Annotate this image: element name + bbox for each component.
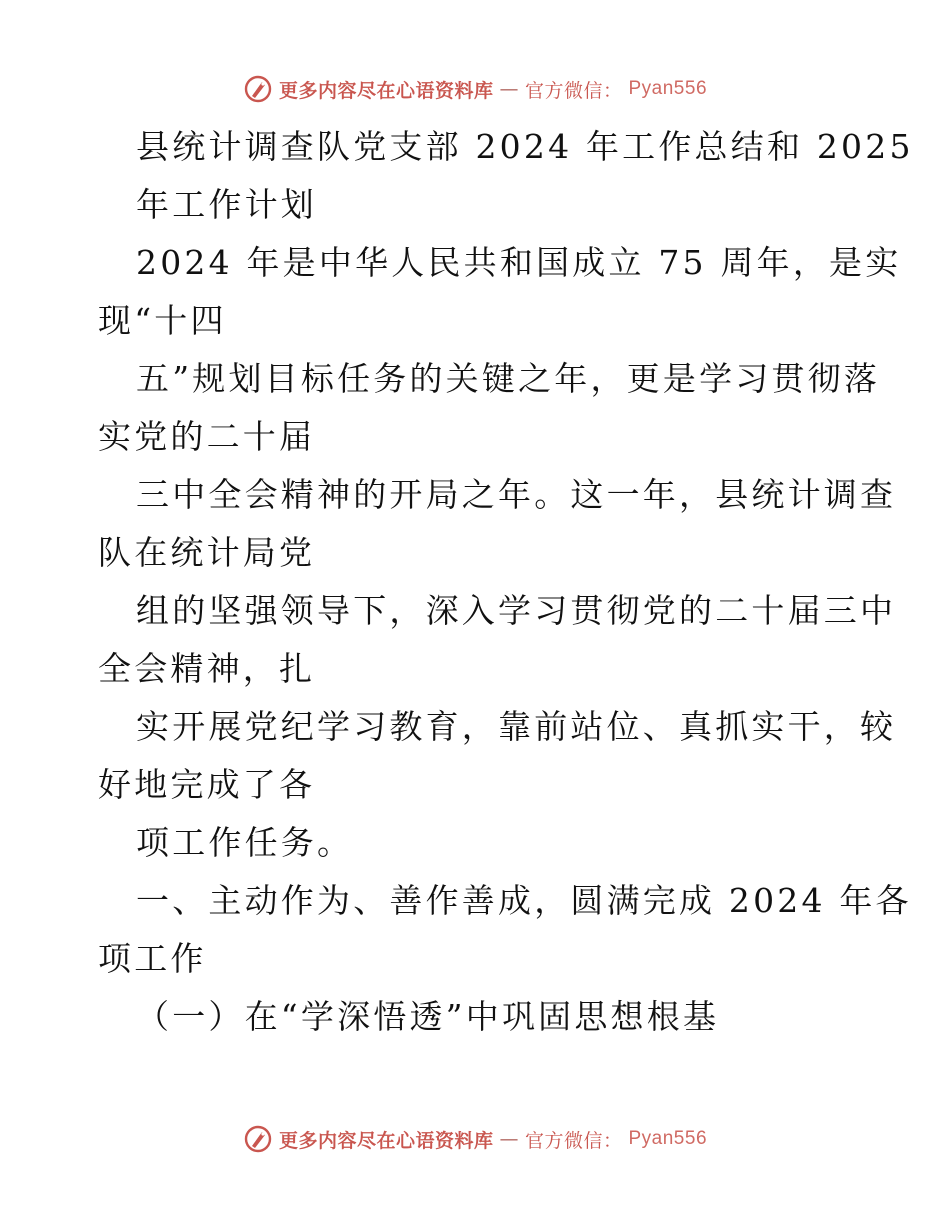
- doc-title-line-1: 县统计调查队党支部 2024 年工作总结和 2025: [136, 127, 914, 166]
- document-body: [98, 118, 914, 1046]
- doc-subsection-heading: （一）在“学深悟透”中巩固思想根基: [136, 997, 720, 1036]
- doc-line: 2024 年是中华人民共和国成立 75 周年，是实: [136, 243, 902, 282]
- watermark-wechat-label: 官方微信：: [524, 79, 623, 102]
- doc-section-heading-cont: 项工作: [98, 939, 207, 978]
- doc-line: 五”规划目标任务的关键之年，更是学习贯彻落: [136, 359, 881, 398]
- doc-line: 组的坚强领导下，深入学习贯彻党的二十届三中: [136, 591, 897, 630]
- doc-line: 现“十四: [98, 301, 227, 340]
- watermark-wechat-label: 官方微信：: [524, 1129, 623, 1152]
- doc-section-heading: 一、主动作为、善作善成，圆满完成 2024 年各: [136, 881, 912, 920]
- doc-line: 好地完成了各: [98, 765, 316, 804]
- doc-line: 队在统计局党: [98, 533, 316, 572]
- doc-line: 项工作任务。: [136, 823, 354, 862]
- watermark-separator: —: [499, 78, 519, 100]
- watermark-separator: —: [499, 1128, 519, 1150]
- watermark-brand: 更多内容尽在心语资料库: [278, 79, 494, 102]
- doc-title-line-2: 年工作计划: [136, 185, 317, 224]
- doc-line: 全会精神，扎: [98, 649, 316, 688]
- header-watermark: [0, 74, 950, 104]
- doc-line: 三中全会精神的开局之年。这一年，县统计调查: [136, 475, 897, 514]
- watermark-wechat-id: Pyan556: [628, 78, 708, 99]
- watermark-wechat-id: Pyan556: [628, 1128, 708, 1149]
- doc-line: 实开展党纪学习教育，靠前站位、真抓实干，较: [136, 707, 897, 746]
- doc-line: 实党的二十届: [98, 417, 316, 456]
- watermark-brand: 更多内容尽在心语资料库: [278, 1129, 494, 1152]
- pen-nib-logo-icon: [243, 1124, 273, 1154]
- footer-watermark: [0, 1124, 950, 1154]
- pen-nib-logo-icon: [243, 74, 273, 104]
